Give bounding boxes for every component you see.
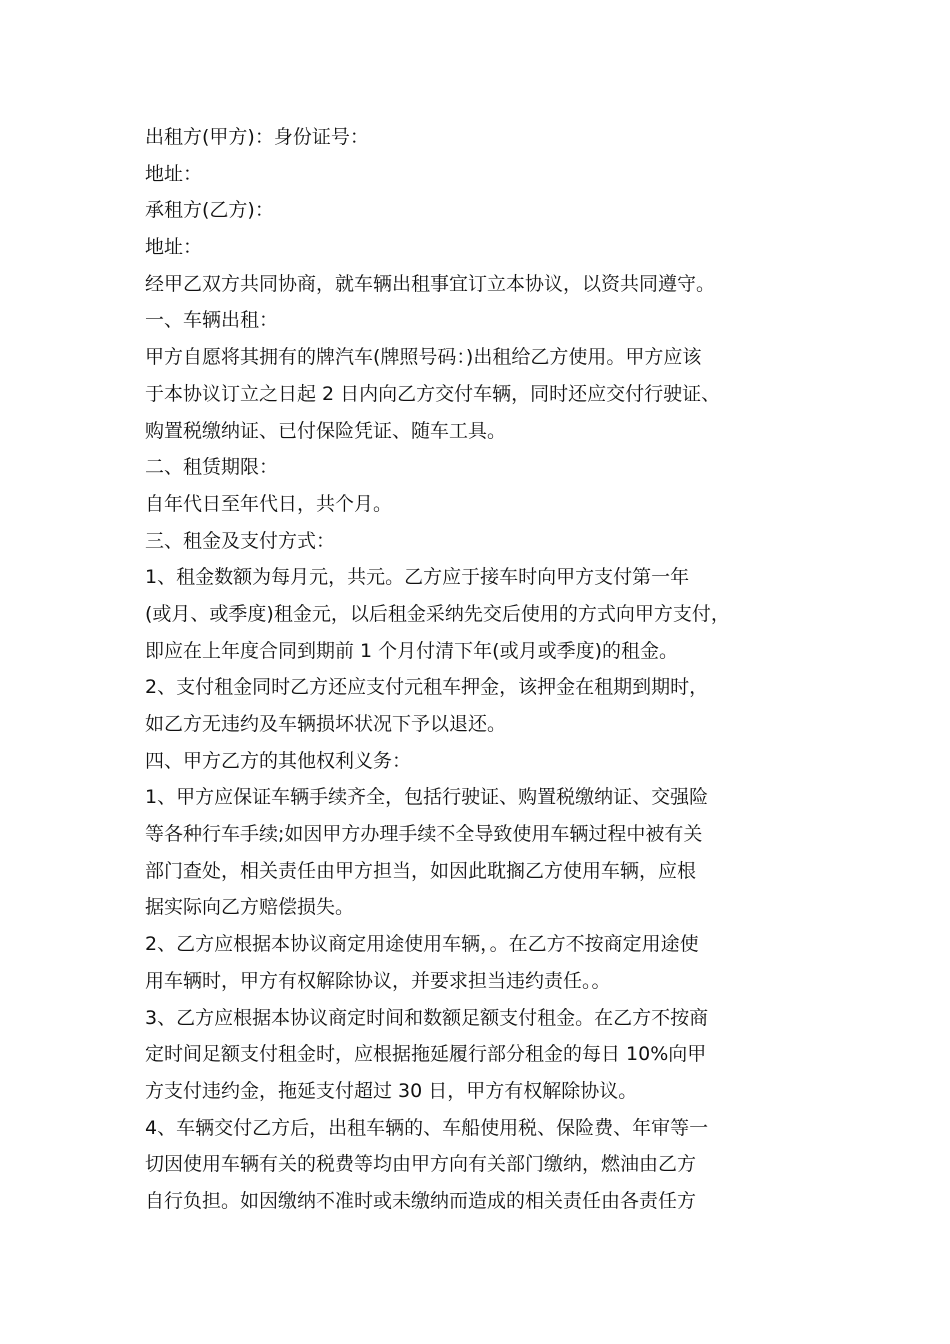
- paragraph-line: 甲方自愿将其拥有的牌汽车(牌照号码：)出租给乙方使用。甲方应该: [145, 346, 702, 369]
- paragraph-line: (或月、或季度)租金元，以后租金采纳先交后使用的方式向甲方支付，: [145, 602, 730, 625]
- section-heading-4: 四、甲方乙方的其他权利义务：: [145, 749, 412, 772]
- lessor-line: 出租方(甲方)：身份证号：: [145, 126, 369, 148]
- paragraph-line: 1、租金数额为每月元，共元。乙方应于接车时向甲方支付第一年: [145, 566, 690, 589]
- paragraph-line: 于本协议订立之日起 2 日内向乙方交付车辆，同时还应交付行驶证、: [145, 382, 721, 405]
- paragraph-line: 部门查处，相关责任由甲方担当，如因此耽搁乙方使用车辆，应根: [145, 859, 697, 882]
- paragraph-line: 1、甲方应保证车辆手续齐全，包括行驶证、购置税缴纳证、交强险: [145, 786, 709, 809]
- paragraph-line: 购置税缴纳证、已付保险凭证、随车工具。: [145, 419, 507, 442]
- paragraph-line: 2、乙方应根据本协议商定用途使用车辆，。在乙方不按商定用途使: [145, 933, 699, 956]
- lessee-line: 承租方(乙方)：: [145, 199, 274, 222]
- paragraph-line: 定时间足额支付租金时，应根据拖延履行部分租金的每日 10%向甲: [145, 1043, 707, 1066]
- paragraph-line: 4、车辆交付乙方后，出租车辆的、车船使用税、保险费、年审等一: [145, 1116, 709, 1139]
- paragraph-line: 切因使用车辆有关的税费等均由甲方向有关部门缴纳，燃油由乙方: [145, 1153, 697, 1176]
- paragraph-line: 用车辆时，甲方有权解除协议，并要求担当违约责任。。: [145, 969, 611, 992]
- paragraph-line: 2、支付租金同时乙方还应支付元租车押金，该押金在租期到期时，: [145, 676, 709, 699]
- lessee-address-line: 地址：: [145, 236, 203, 259]
- paragraph-line: 自年代日至年代日，共个月。: [145, 492, 393, 515]
- document-body: [145, 119, 835, 1220]
- lessor-address-line: 地址：: [145, 162, 203, 185]
- section-heading-1: 一、车辆出租：: [145, 309, 279, 332]
- paragraph-line: 据实际向乙方赔偿损失。: [145, 896, 355, 919]
- section-heading-3: 三、租金及支付方式：: [145, 529, 336, 552]
- preamble-line: 经甲乙双方共同协商，就车辆出租事宜订立本协议，以资共同遵守。: [145, 272, 716, 295]
- paragraph-line: 自行负担。如因缴纳不准时或未缴纳而造成的相关责任由各责任方: [145, 1189, 697, 1212]
- paragraph-line: 方支付违约金，拖延支付超过 30 日，甲方有权解除协议。: [145, 1079, 638, 1102]
- section-heading-2: 二、租赁期限：: [145, 456, 279, 479]
- paragraph-line: 如乙方无违约及车辆损坏状况下予以退还。: [145, 713, 507, 735]
- paragraph-line: 即应在上年度合同到期前 1 个月付清下年(或月或季度)的租金。: [145, 639, 678, 662]
- paragraph-line: 等各种行车手续;如因甲方办理手续不全导致使用车辆过程中被有关: [145, 823, 703, 846]
- paragraph-line: 3、乙方应根据本协议商定时间和数额足额支付租金。在乙方不按商: [145, 1006, 709, 1029]
